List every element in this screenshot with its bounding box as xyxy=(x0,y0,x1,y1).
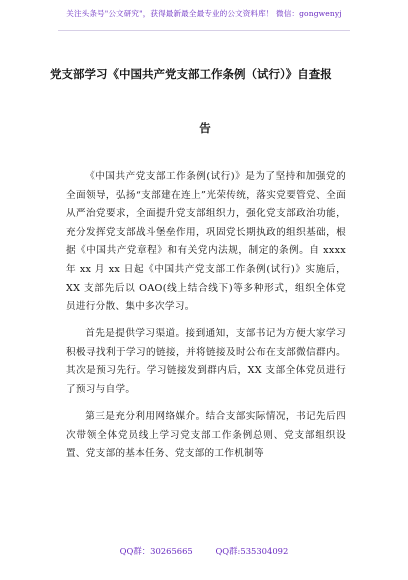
footer-qq-group-1: QQ群：30265665 xyxy=(119,546,193,556)
header-divider xyxy=(58,30,350,31)
body-paragraph: 《中国共产党支部工作条例(试行)》是为了坚持和加强党的全面领导，弘扬“支部建在连上”光荣传统，落实党要管党、全面从严治党要求，全面提升党支部组织力，强化党支部政治功能，充分发挥党支部战斗堡垒作用，巩固党长期执政的组织基础，根据《中国共产党章程》和有关党内法规，制定的条例。自 xxxx 年 xx 月 xx 日起《中国共产党支部工作条例(试行)》实施后，XX 支部先后以 OAO(线上结合线下)等多种形式，组织全体党员进行分散、集中多次学习。 xyxy=(66,171,346,313)
title-line-2: 告 xyxy=(199,121,211,135)
footer-contact xyxy=(0,545,408,557)
header-promo-text: 关注头条号"公文研究"，获得最新最全最专业的公文资料库！ 微信：gongwenyj xyxy=(66,9,342,18)
body-paragraph: 首先是提供学习渠道。接到通知，支部书记为方便大家学习积极寻找利于学习的链接，并将链接及时公布在支部微信群内。其次是预习先行。学习链接发到群内后，XX 支部全体党员进行了预习与自学。 xyxy=(66,328,346,396)
document-body xyxy=(66,168,346,472)
title-line-1: 党支部学习《中国共产党支部工作条例（试行）》自查报 xyxy=(50,67,332,81)
body-paragraph: 第三是充分利用网络媒介。结合支部实际情况，书记先后四次带领全体党员线上学习党支部工作条例总则、党支部组织设置、党支部的基本任务、党支部的工作机制等 xyxy=(66,411,346,460)
document-title xyxy=(50,66,360,136)
footer-qq-group-2: QQ群:535304092 xyxy=(215,546,289,556)
